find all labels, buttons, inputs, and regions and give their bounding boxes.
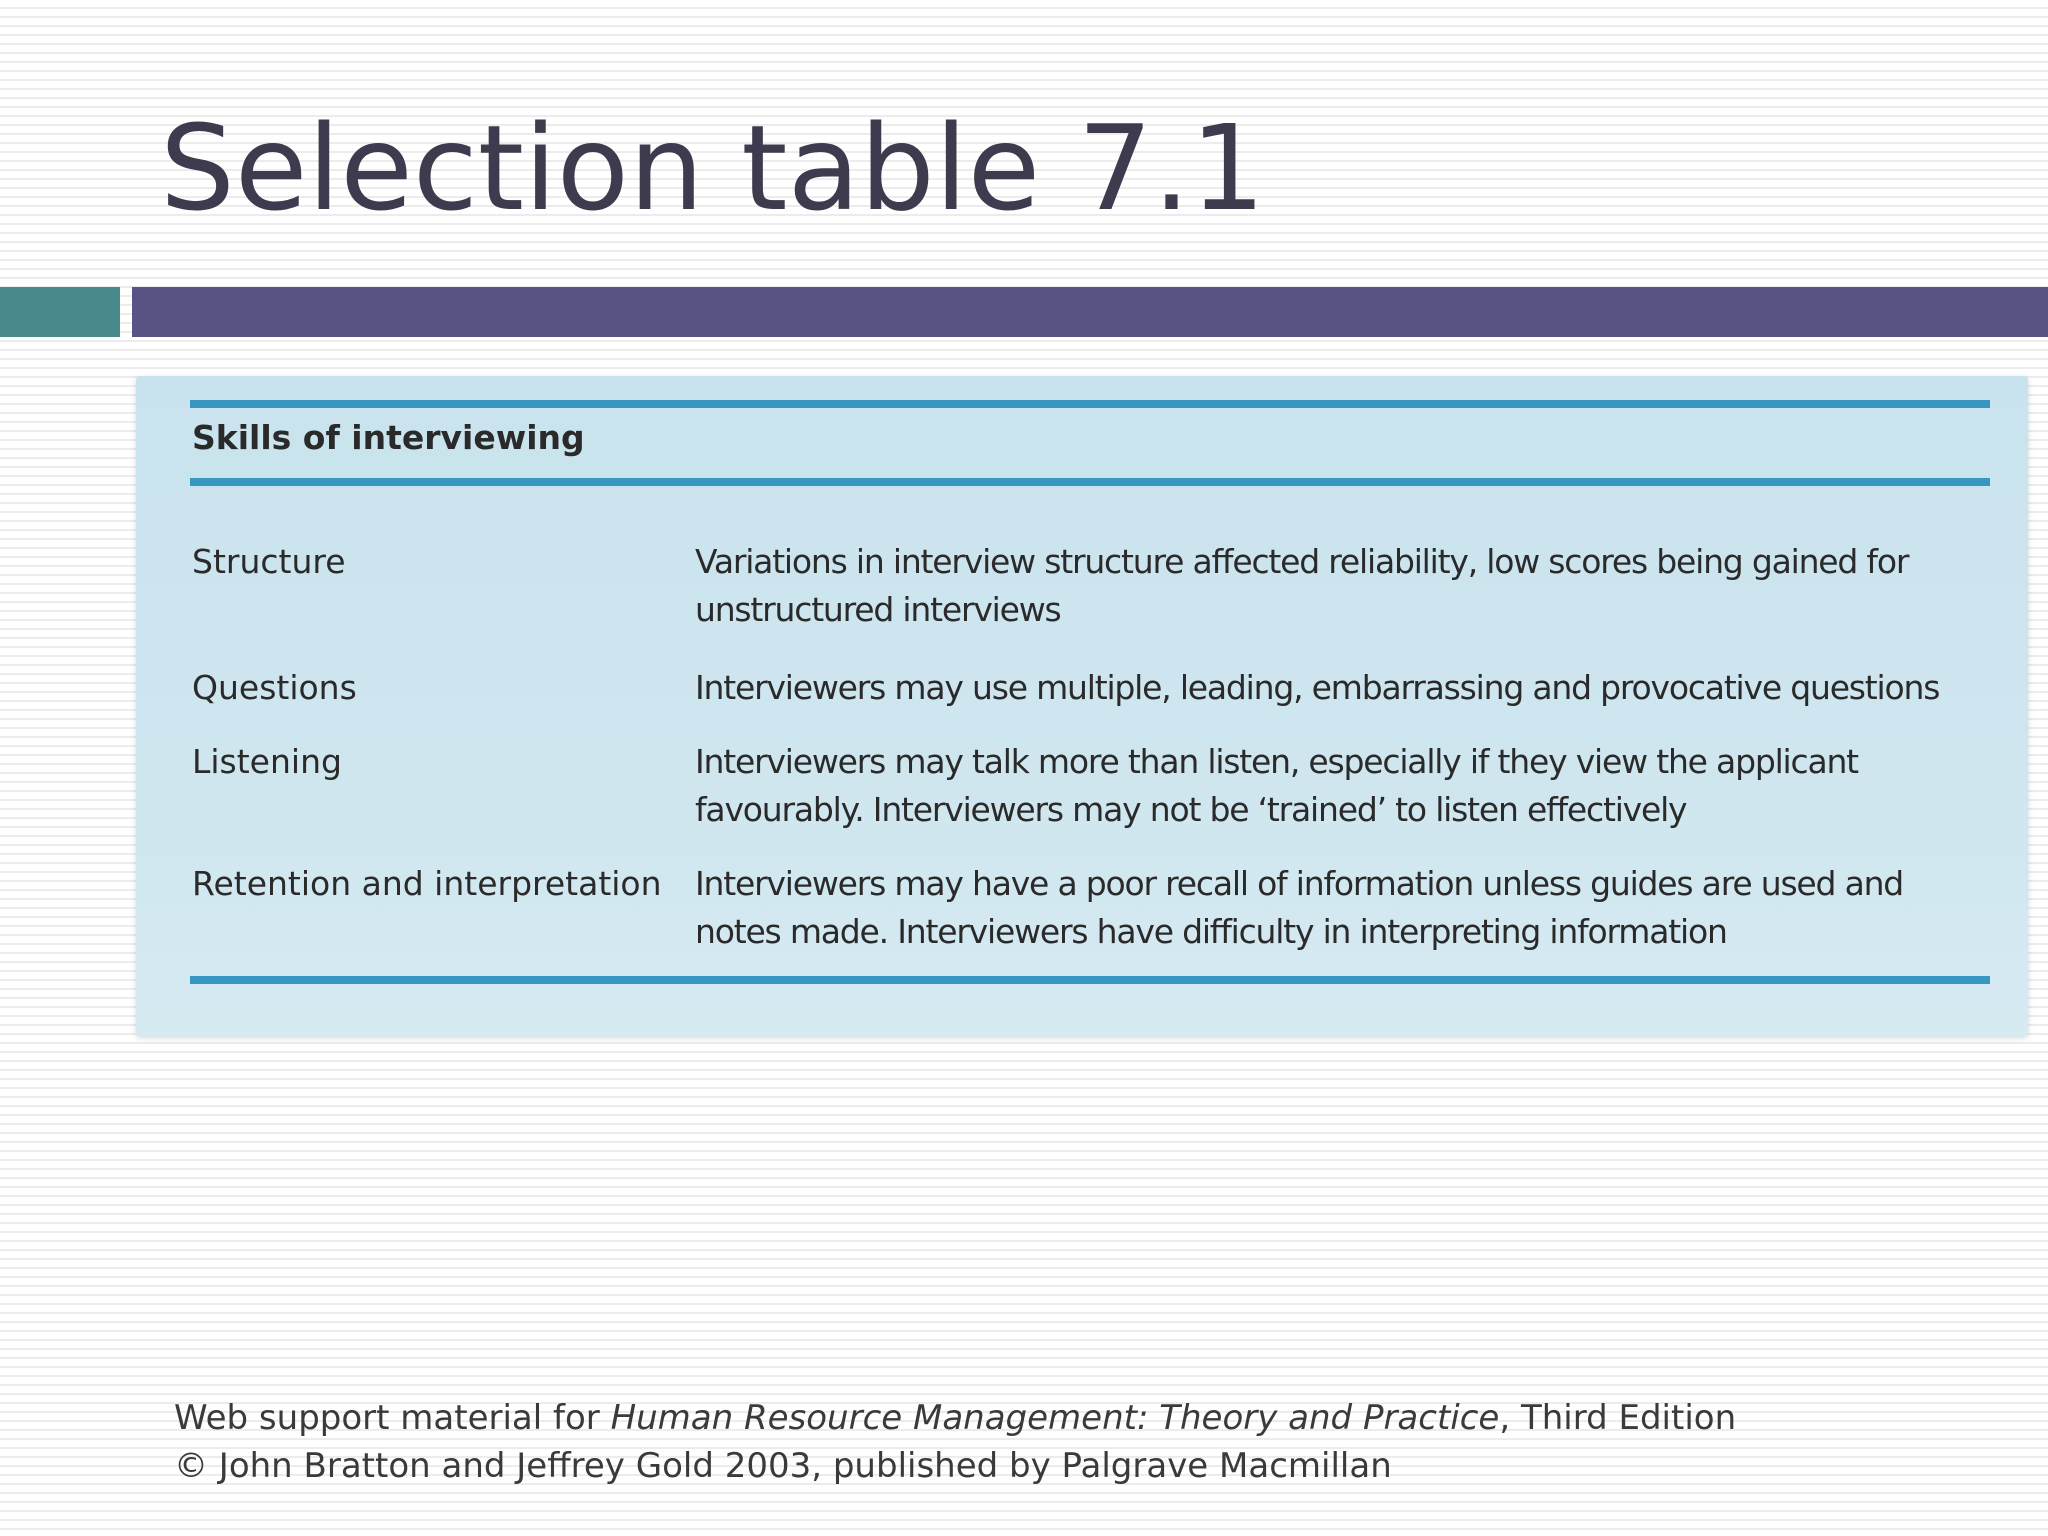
title-accent-bar-teal	[0, 287, 120, 337]
footer-suffix: , Third Edition	[1499, 1398, 1737, 1438]
row-description: Interviewers may use multiple, leading, embarrassing and provocative questions	[695, 668, 1940, 707]
table-header-rule	[190, 478, 1990, 486]
row-label: Listening	[192, 742, 342, 781]
footer-line-1	[174, 1394, 1736, 1442]
row-label: Retention and interpretation	[192, 864, 662, 903]
row-label: Questions	[192, 668, 357, 707]
table-bottom-rule	[190, 976, 1990, 984]
footer-line-2: © John Bratton and Jeffrey Gold 2003, published by Palgrave Macmillan	[174, 1446, 1392, 1486]
table-top-rule	[190, 400, 1990, 408]
footer-credits	[174, 1394, 1736, 1490]
selection-table	[136, 376, 2028, 1036]
title-accent-bar-purple	[132, 287, 2048, 337]
row-label: Structure	[192, 542, 346, 581]
slide-title: Selection table 7.1	[160, 99, 1266, 237]
footer-book-title: Human Resource Management: Theory and Practice	[610, 1398, 1500, 1438]
footer-prefix: Web support material for	[174, 1398, 611, 1438]
row-description: Variations in interview structure affected reliability, low scores being gained for unstructured interviews	[695, 542, 1909, 629]
row-description: Interviewers may have a poor recall of information unless guides are used and notes made. Interviewers have difficulty in interpreting information	[695, 864, 1904, 951]
table-heading: Skills of interviewing	[192, 418, 585, 457]
row-description: Interviewers may talk more than listen, especially if they view the applicant favourably. Interviewers may not be ‘trained’ to listen effectively	[695, 742, 1858, 829]
